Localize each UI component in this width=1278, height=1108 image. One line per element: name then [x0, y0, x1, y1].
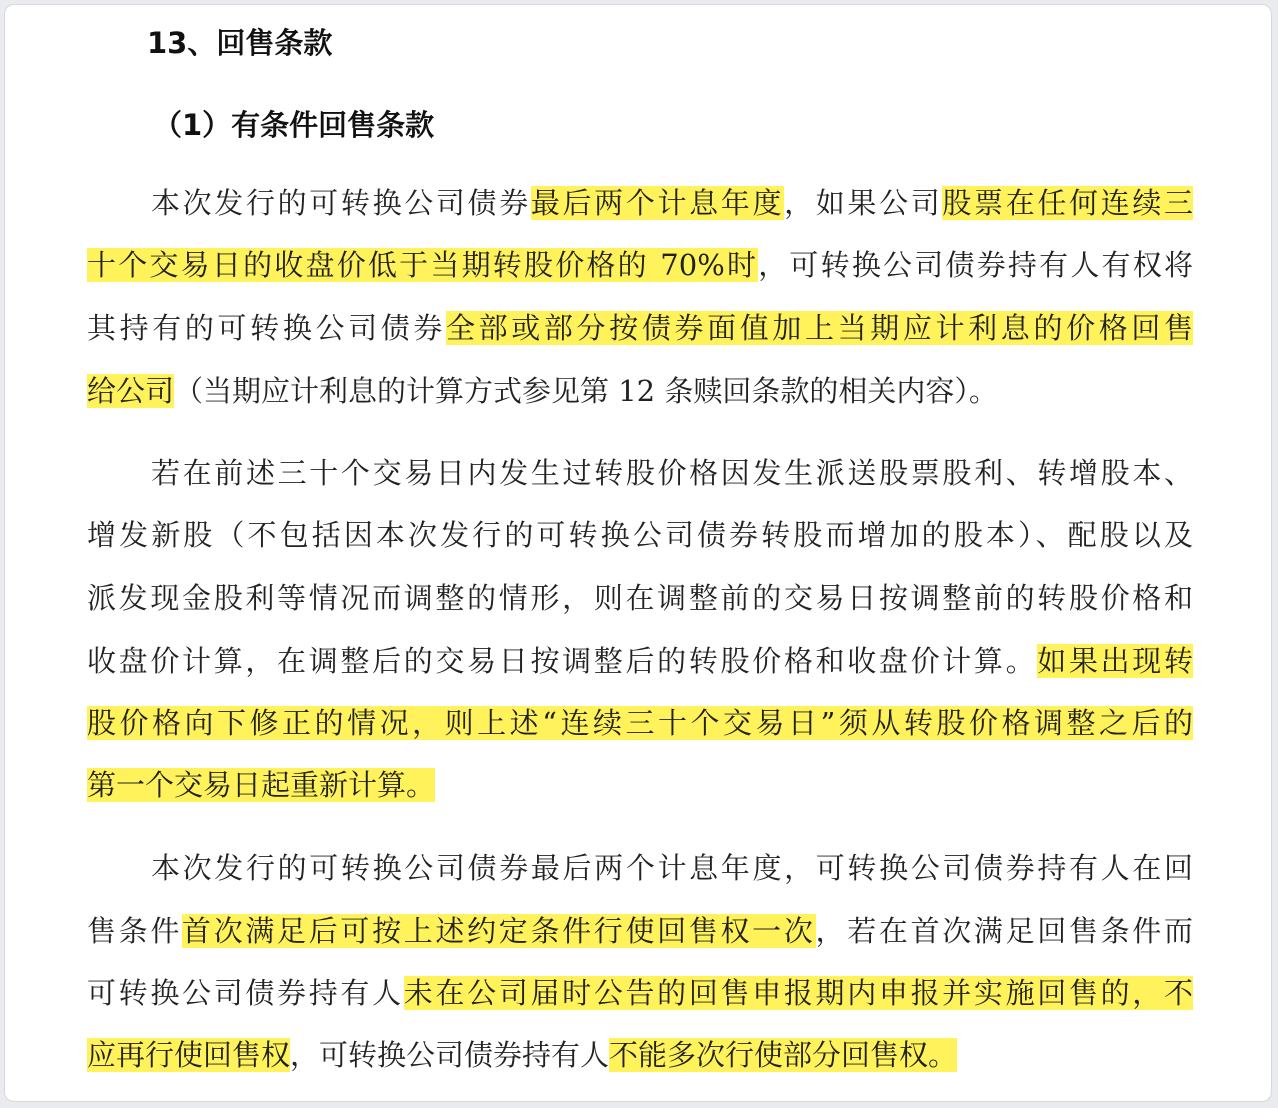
highlighted-text: 最后两个计息年度 — [530, 186, 785, 220]
highlighted-text: 应再行使回售权 — [87, 1038, 291, 1072]
body-text: 售条件 — [87, 914, 183, 948]
paragraph-line — [87, 578, 1193, 618]
highlighted-text: 全部或部分按债券面值加上当期应计利息的价格回售 — [446, 311, 1193, 345]
paragraph-line — [87, 765, 1193, 805]
paragraph-line — [87, 515, 1193, 555]
body-text: ，若在首次满足回售条件而 — [815, 914, 1193, 948]
paragraph-line — [151, 453, 1193, 493]
body-text: 可转换公司债券持有人 — [87, 976, 404, 1010]
highlighted-text: 给公司 — [87, 374, 175, 408]
paragraph-line — [87, 308, 1193, 348]
highlighted-text: 首次满足后可按上述约定条件行使回售权一次 — [182, 914, 816, 948]
paragraph-line — [87, 973, 1193, 1013]
paragraph-line — [87, 245, 1193, 285]
body-text: 若在前述三十个交易日内发生过转股价格因发生派送股票股利、转增股本、 — [151, 456, 1193, 490]
highlighted-text: 如果出现转 — [1037, 644, 1193, 678]
paragraph-line — [87, 371, 1193, 411]
paragraph-line — [151, 183, 1193, 223]
section-heading: 13、回售条款 — [147, 26, 333, 60]
subsection-heading: （1）有条件回售条款 — [153, 108, 435, 142]
paragraph-line — [87, 703, 1193, 743]
body-text: 本次发行的可转换公司债券最后两个计息年度，可转换公司债券持有人在回 — [151, 851, 1193, 885]
highlighted-text: 第一个交易日起重新计算。 — [87, 768, 436, 802]
paragraph-line — [87, 641, 1193, 681]
body-text: 其持有的可转换公司债券 — [87, 311, 446, 345]
body-text: 收盘价计算，在调整后的交易日按调整后的转股价格和收盘价计算。 — [87, 644, 1038, 678]
highlighted-text: 不能多次行使部分回售权。 — [609, 1038, 958, 1072]
highlighted-text: 股票在任何连续三 — [942, 186, 1193, 220]
paragraph-line — [87, 1035, 1193, 1075]
paragraph-line — [87, 911, 1193, 951]
body-text: ，可转换公司债券持有人有权将 — [758, 248, 1193, 282]
highlighted-text: 股价格向下修正的情况，则上述“连续三十个交易日”须从转股价格调整之后的 — [87, 706, 1193, 740]
body-text: 派发现金股利等情况而调整的情形，则在调整前的交易日按调整前的转股价格和 — [87, 581, 1193, 615]
body-text: ，可转换公司债券持有人 — [290, 1038, 610, 1072]
body-text: 增发新股（不包括因本次发行的可转换公司债券转股而增加的股本）、配股以及 — [87, 518, 1193, 552]
highlighted-text: 未在公司届时公告的回售申报期内申报并实施回售的，不 — [403, 976, 1193, 1010]
highlighted-text: 十个交易日的收盘价低于当期转股价格的 70%时 — [87, 248, 759, 282]
paragraph-line — [151, 848, 1193, 888]
document-page — [4, 4, 1272, 1102]
body-text: （当期应计利息的计算方式参见第 12 条赎回条款的相关内容）。 — [174, 374, 998, 408]
body-text: 本次发行的可转换公司债券 — [151, 186, 531, 220]
body-text: ，如果公司 — [784, 186, 943, 220]
